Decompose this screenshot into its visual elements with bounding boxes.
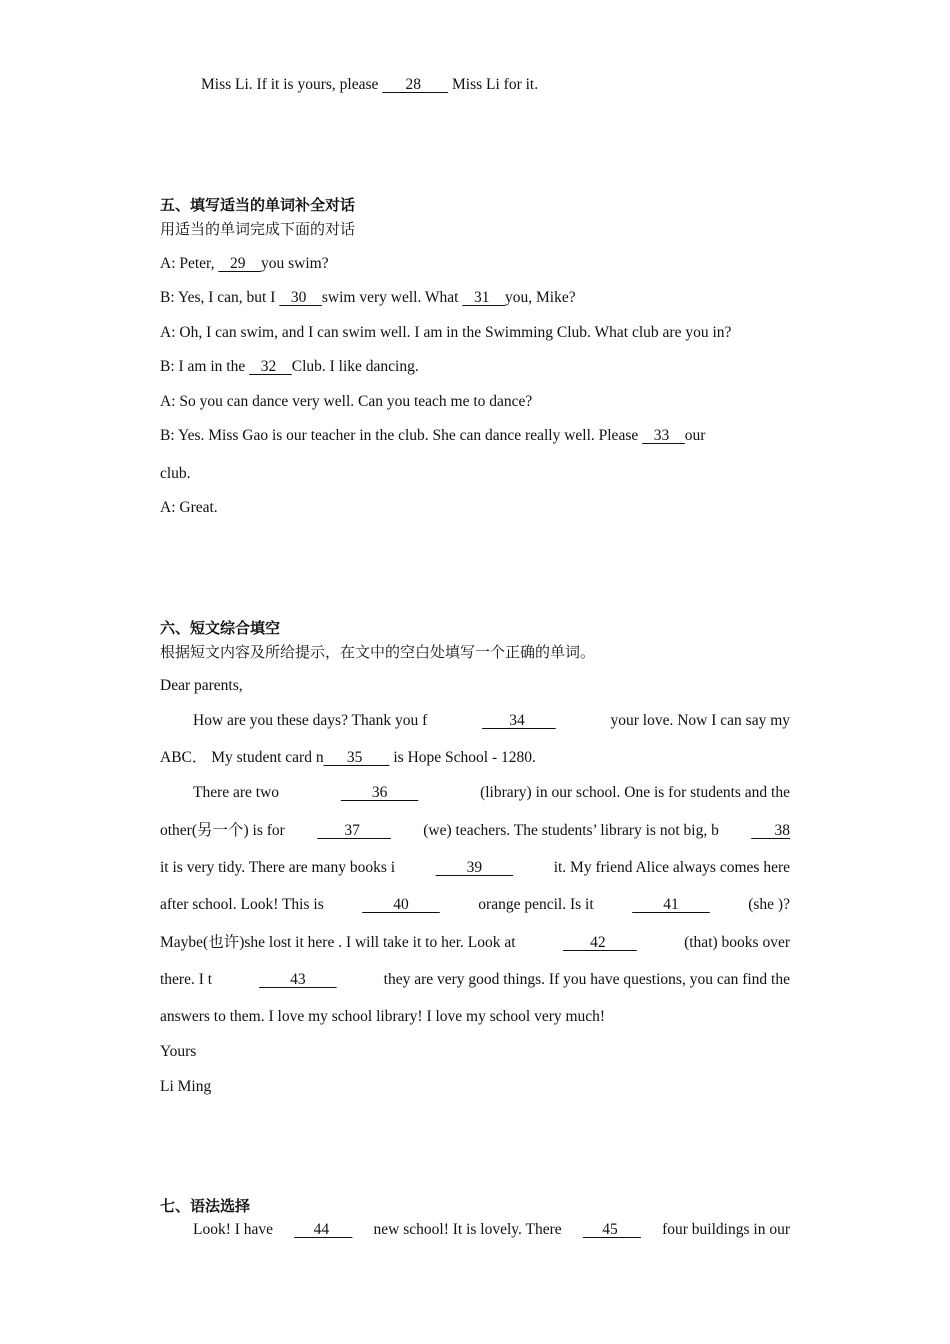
blank-45[interactable]: 45 — [582, 1221, 641, 1238]
text: is Hope School - 1280. — [389, 749, 536, 766]
blank-39[interactable]: 39 — [435, 859, 514, 876]
text: (library) in our school. One is for students and the — [480, 784, 790, 801]
dialog-line-1 — [160, 254, 329, 274]
blank-28[interactable]: 28 — [382, 76, 449, 93]
text: B: Yes. Miss Gao is our teacher in the club. She can dance really well. Please — [160, 427, 643, 444]
text: swim very well. What — [321, 289, 463, 306]
letter-closing: Yours — [160, 1043, 197, 1060]
text: ABC． My student card n — [160, 749, 324, 766]
text: new school! It is lovely. There — [373, 1221, 562, 1238]
text: Miss Li. If it is yours, please — [201, 76, 383, 93]
passage-line-5 — [160, 858, 790, 878]
dialog-line-2 — [160, 288, 576, 308]
text: it. My friend Alice always comes here — [553, 859, 790, 876]
blank-37[interactable]: 37 — [317, 822, 391, 839]
text: Look! I have — [193, 1221, 274, 1238]
text: Maybe(也许)she lost it here . I will take it to her. Look at — [160, 934, 516, 951]
text: they are very good things. If you have questions, you can find the — [383, 971, 790, 988]
blank-40[interactable]: 40 — [362, 896, 440, 913]
section5-instruction: 用适当的单词完成下面的对话 — [160, 220, 356, 238]
text: you, Mike? — [505, 289, 576, 306]
text: Club. I like dancing. — [291, 358, 419, 375]
section6-instruction: 根据短文内容及所给提示，在文中的空白处填写一个正确的单词。 — [160, 643, 596, 661]
text: How are you these days? Thank you f — [193, 712, 428, 729]
dialog-line-3: A: Oh, I can swim, and I can swim well. I am in the Swimming Club. What club are you in? — [160, 324, 732, 341]
blank-44[interactable]: 44 — [294, 1221, 353, 1238]
passage-line-4 — [160, 821, 790, 841]
letter-greeting: Dear parents, — [160, 677, 243, 694]
passage-line-2 — [160, 748, 536, 768]
passage-line-3 — [193, 783, 790, 803]
dialog-line-5: A: So you can dance very well. Can you teach me to dance? — [160, 393, 533, 410]
text: our — [684, 427, 706, 444]
blank-36[interactable]: 36 — [340, 784, 419, 801]
text: your love. Now I can say my — [610, 712, 790, 729]
letter-signature: Li Ming — [160, 1078, 212, 1095]
text: B: I am in the — [160, 358, 250, 375]
section7-title: 七、语法选择 — [160, 1197, 251, 1215]
blank-31[interactable]: 31 — [462, 289, 505, 306]
grammar-line-1 — [193, 1220, 790, 1240]
blank-41[interactable]: 41 — [632, 896, 710, 913]
blank-35[interactable]: 35 — [323, 749, 390, 766]
text: after school. Look! This is — [160, 896, 324, 913]
blank-29[interactable]: 29 — [218, 255, 261, 272]
text: four buildings in our — [662, 1221, 790, 1238]
section6-title: 六、短文综合填空 — [160, 619, 281, 637]
text: there. I t — [160, 971, 213, 988]
text: There are two — [193, 784, 280, 801]
text: you swim? — [260, 255, 329, 272]
dialog-line-8: A: Great. — [160, 499, 218, 516]
q28-line — [201, 75, 538, 95]
blank-38[interactable]: 38 — [751, 822, 790, 839]
text: Miss Li for it. — [448, 76, 539, 93]
passage-line-6 — [160, 895, 790, 915]
blank-42[interactable]: 42 — [563, 934, 637, 951]
blank-34[interactable]: 34 — [482, 712, 556, 729]
text: (she )? — [748, 896, 790, 913]
dialog-line-7: club. — [160, 465, 191, 482]
passage-line-9: answers to them. I love my school library! I love my school very much! — [160, 1008, 606, 1025]
text: B: Yes, I can, but I — [160, 289, 280, 306]
blank-30[interactable]: 30 — [279, 289, 322, 306]
dialog-line-4 — [160, 357, 419, 377]
passage-line-8 — [160, 970, 790, 990]
text: other(另一个) is for — [160, 822, 285, 839]
section5-title: 五、填写适当的单词补全对话 — [160, 196, 356, 214]
text: it is very tidy. There are many books i — [160, 859, 396, 876]
dialog-line-6 — [160, 426, 705, 446]
text: A: Peter, — [160, 255, 219, 272]
blank-43[interactable]: 43 — [259, 971, 337, 988]
passage-line-1 — [193, 711, 790, 731]
text: (we) teachers. The students’ library is not big, b — [423, 822, 719, 839]
blank-32[interactable]: 32 — [249, 358, 292, 375]
blank-33[interactable]: 33 — [642, 427, 685, 444]
text: (that) books over — [684, 934, 790, 951]
text: orange pencil. Is it — [478, 896, 594, 913]
passage-line-7 — [160, 933, 790, 953]
